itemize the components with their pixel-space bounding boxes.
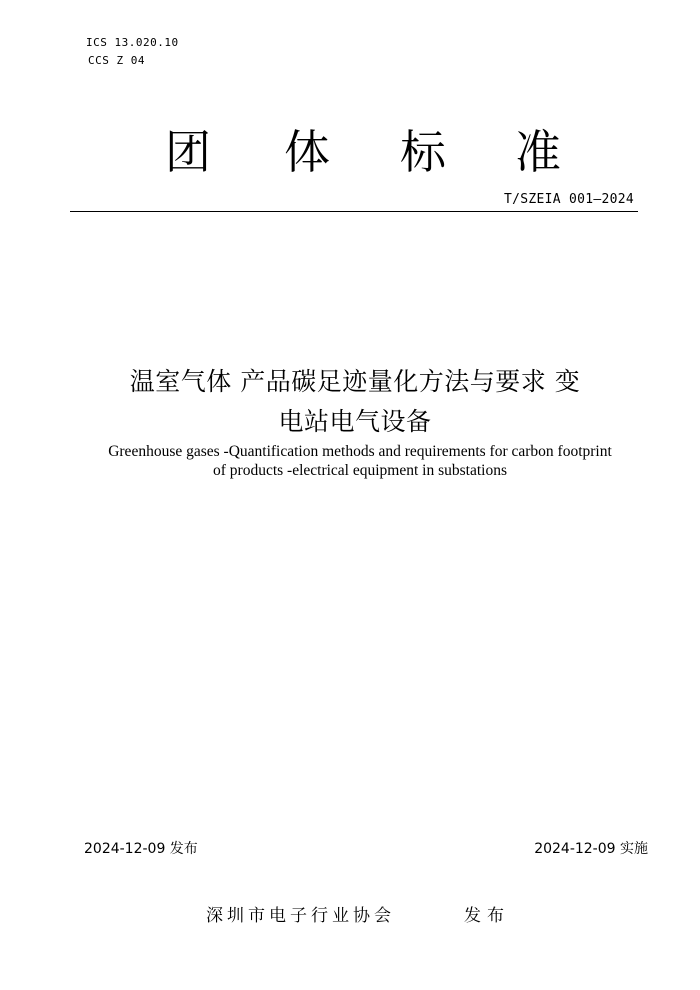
ics-code: ICS 13.020.10 [86,36,179,49]
standard-number: T/SZEIA 001—2024 [503,192,634,207]
title-char: 团 [165,125,211,179]
issuer-name: 深圳市电子行业协会 [206,906,395,926]
ccs-code: CCS Z 04 [88,54,145,67]
title-en-line: of products -electrical equipment in substations [213,462,507,479]
title-en-line: Greenhouse gases -Quantification methods and requirements for carbon footprint [108,443,612,460]
implement-date: 2024-12-09 实施 [534,841,648,857]
document-title-english [70,442,650,480]
issuer-action: 发布 [464,906,510,926]
standard-type-title [0,122,700,182]
title-char: 体 [284,125,330,179]
publish-date: 2024-12-09 发布 [84,841,198,857]
document-title-chinese [70,362,640,442]
header-divider [70,211,638,212]
title-char: 准 [515,125,561,179]
title-char: 标 [400,125,446,179]
title-cn-line: 温室气体 产品碳足迹量化方法与要求 变 [129,367,581,396]
title-cn-line: 电站电气设备 [278,407,432,436]
